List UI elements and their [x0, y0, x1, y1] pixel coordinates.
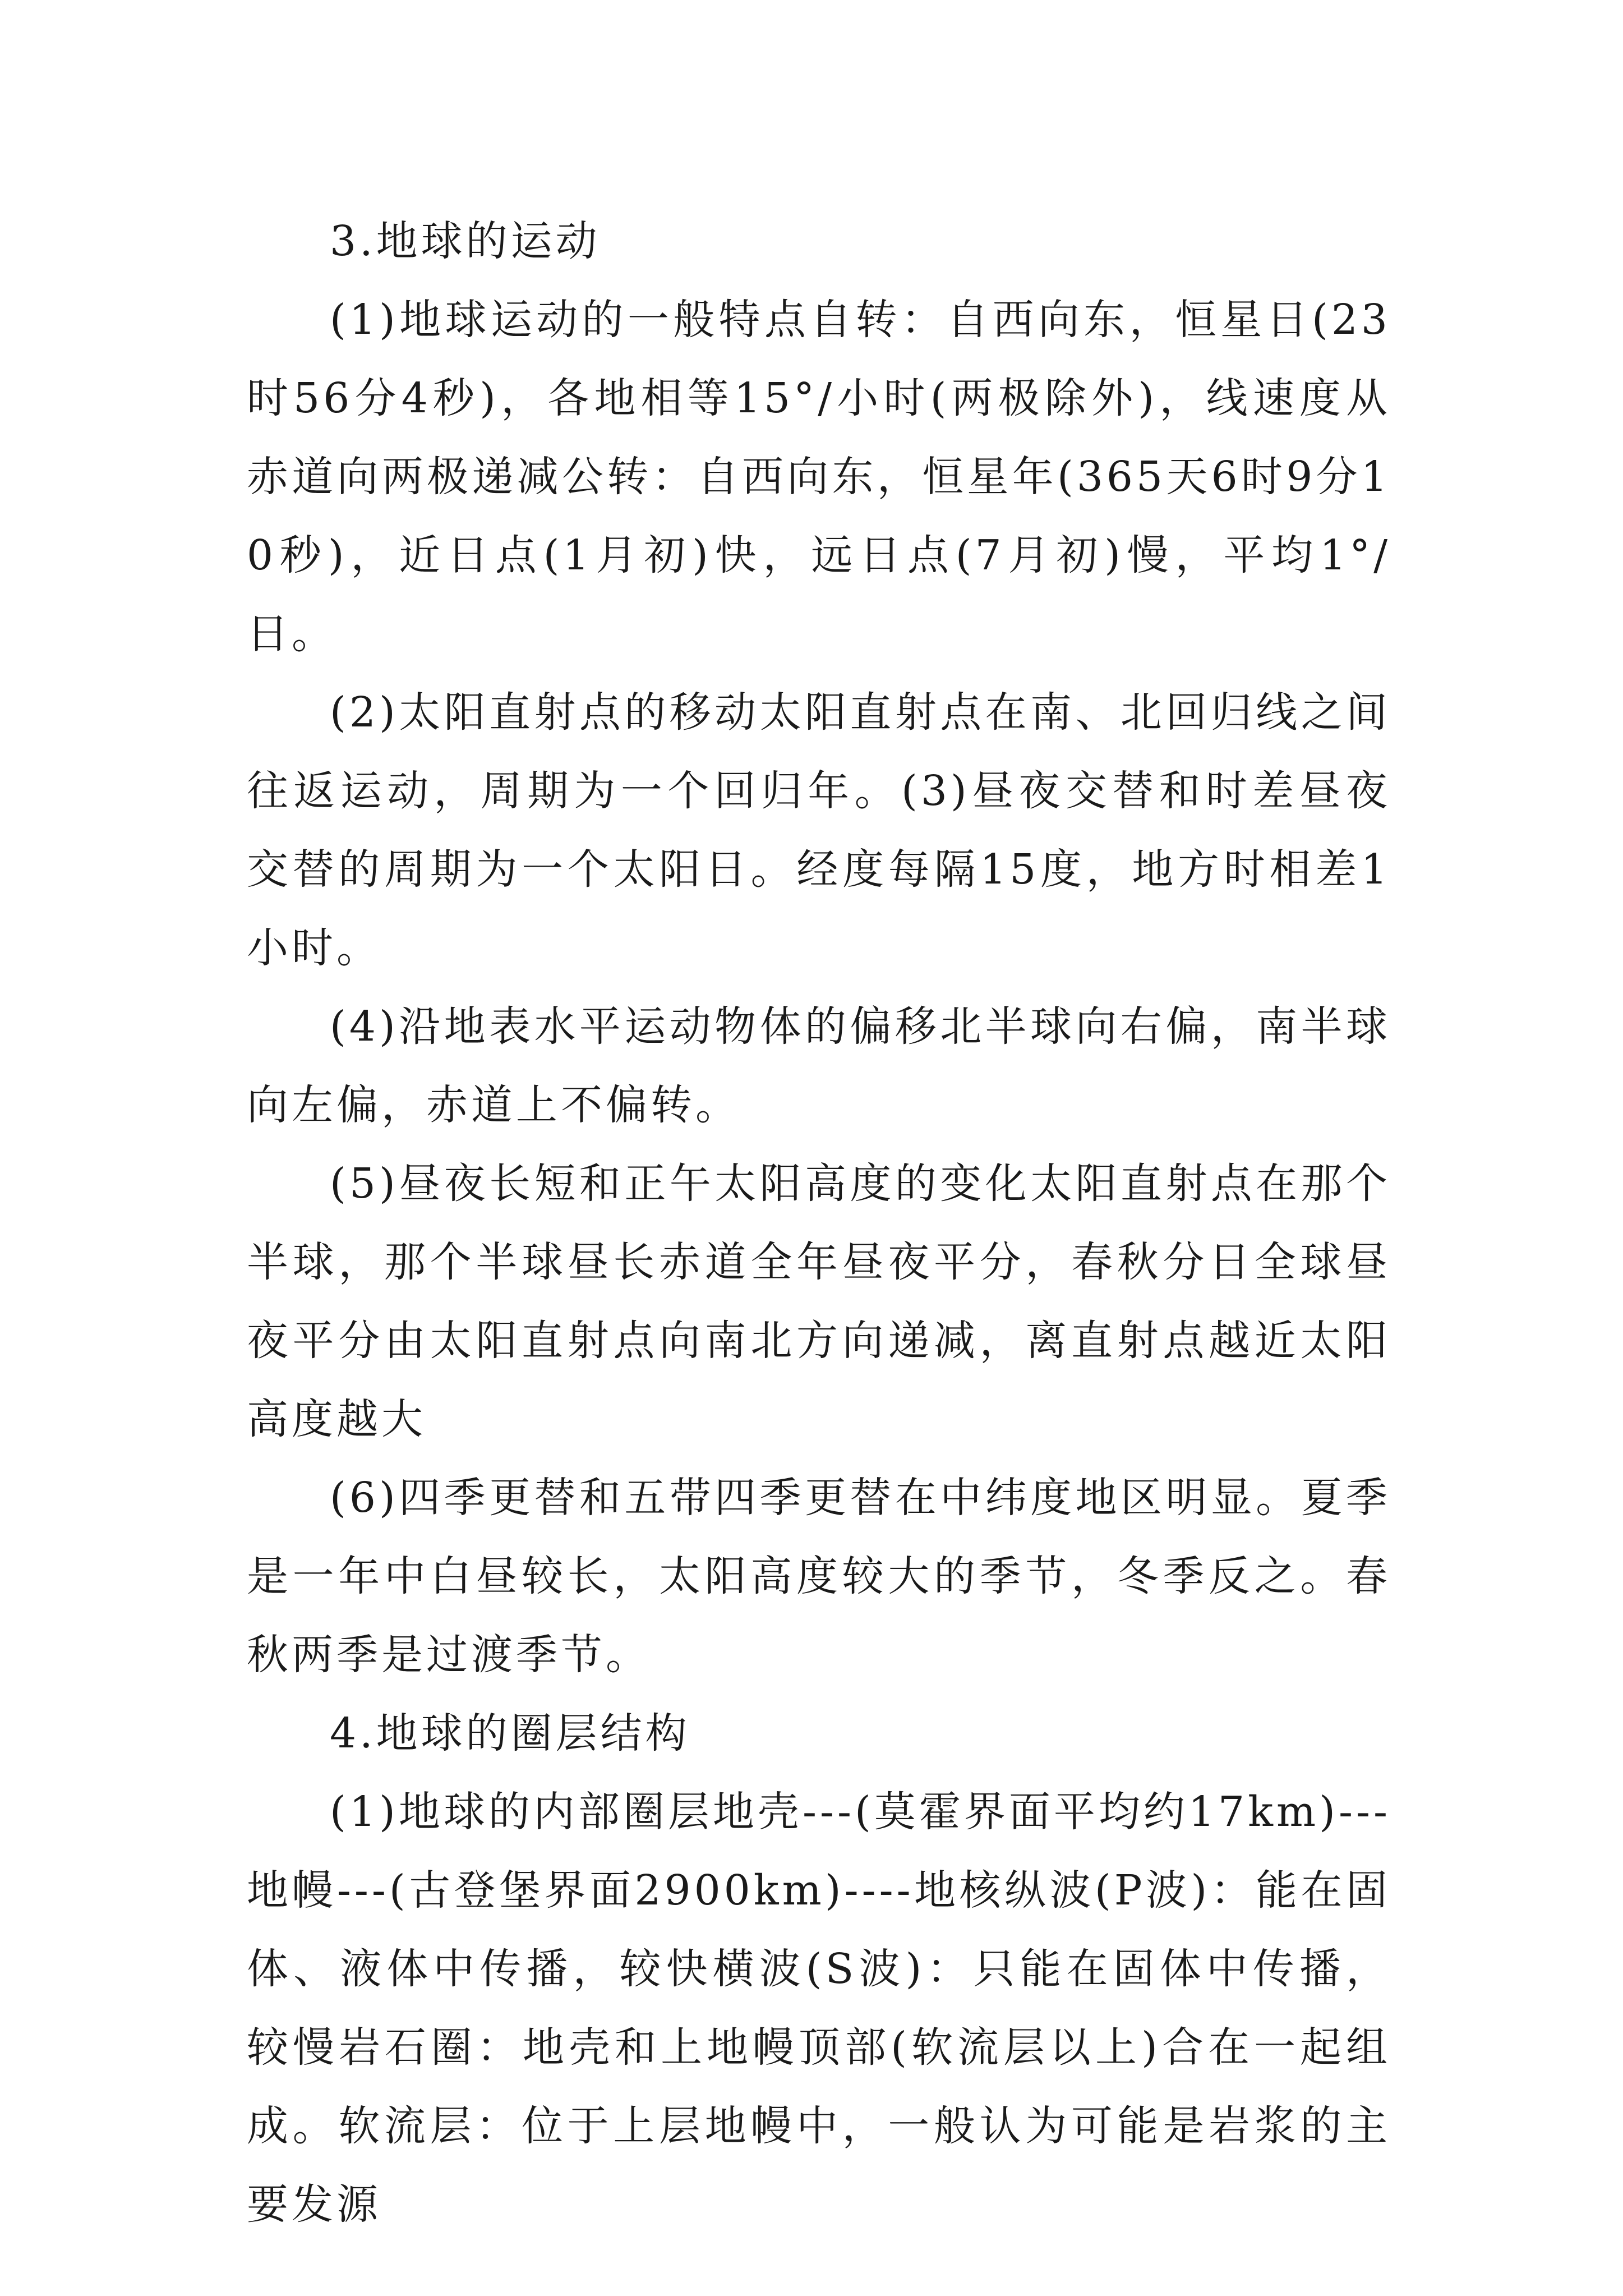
section-3-paragraph-3: (4)沿地表水平运动物体的偏移北半球向右偏，南半球向左偏，赤道上不偏转。	[247, 1002, 1391, 1129]
section-3-paragraph-1: (1)地球运动的一般特点自转：自西向东，恒星日(23时56分4秒)，各地相等15°/小时(两极除外)，线速度从赤道向两极递减公转：自西向东，恒星年(365天6时9分10秒)，近日点(1月初)快，远日点(7月初)慢，平均1°/日。	[247, 296, 1391, 658]
section-3-paragraph-2: (2)太阳直射点的移动太阳直射点在南、北回归线之间往返运动，周期为一个回归年。(3)昼夜交替和时差昼夜交替的周期为一个太阳日。经度每隔15度，地方时相差1小时。	[247, 688, 1391, 972]
document-body	[247, 202, 1391, 2244]
section-3-paragraph-5: (6)四季更替和五带四季更替在中纬度地区明显。夏季是一年中白昼较长，太阳高度较大的季节，冬季反之。春秋两季是过渡季节。	[247, 1474, 1391, 1679]
section-3-paragraph-4: (5)昼夜长短和正午太阳高度的变化太阳直射点在那个半球，那个半球昼长赤道全年昼夜平分，春秋分日全球昼夜平分由太阳直射点向南北方向递减，离直射点越近太阳高度越大	[247, 1159, 1391, 1443]
section-3-heading: 3.地球的运动	[330, 217, 601, 265]
section-4-heading: 4.地球的圈层结构	[330, 1709, 690, 1757]
section-4-paragraph-1: (1)地球的内部圈层地壳---(莫霍界面平均约17km)---地幔---(古登堡界面2900km)----地核纵波(P波)：能在固体、液体中传播，较快横波(S波)：只能在固体中传播，较慢岩石圈：地壳和上地幔顶部(软流层以上)合在一起组成。软流层：位于上层地幔中，一般认为可能是岩浆的主要发源	[247, 1788, 1391, 2229]
